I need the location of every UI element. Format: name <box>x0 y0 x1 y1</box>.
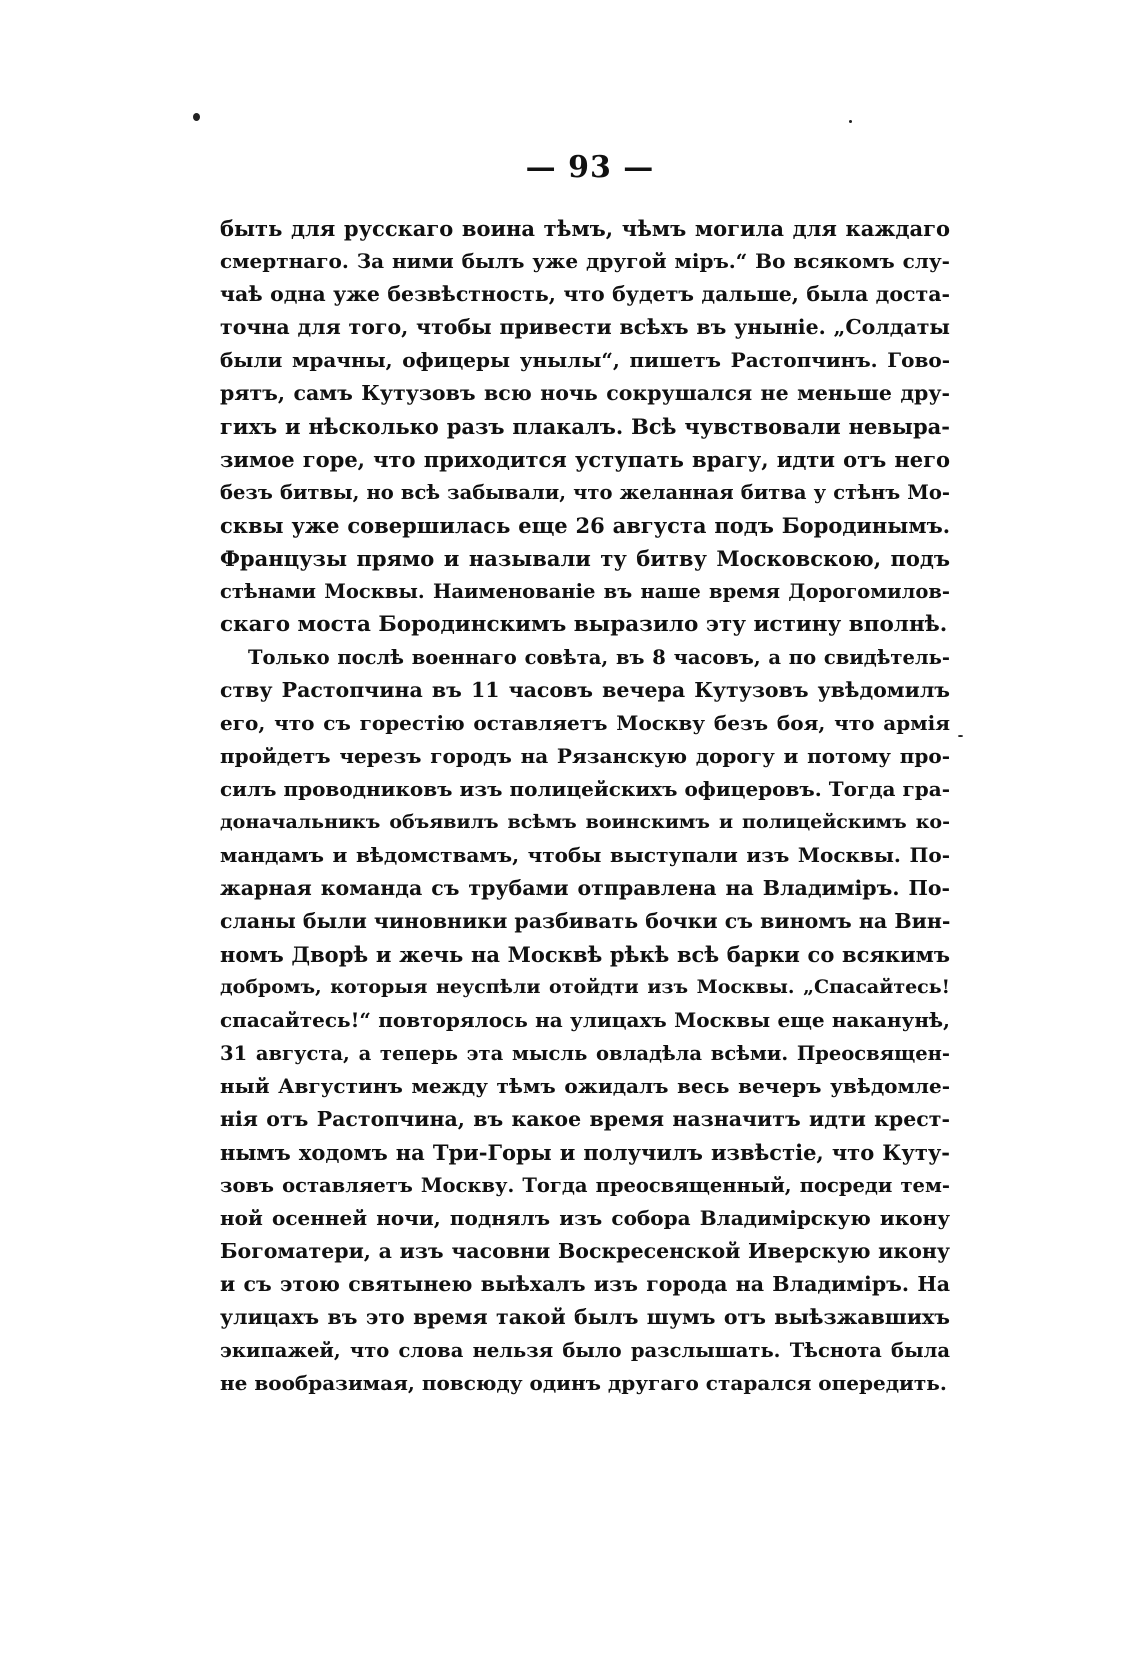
text-line: добромъ, которыя неуспѣли отойдти изъ Москвы. „Спасайтесь! <box>220 976 950 998</box>
text-line: экипажей, что слова нельзя было разслышать. Тѣснота была <box>220 1339 950 1362</box>
text-line: безъ битвы, но всѣ забывали, что желанная битва у стѣнъ Мо- <box>220 481 950 504</box>
text-line: быть для русскаго воина тѣмъ, чѣмъ могила для каждаго <box>220 216 950 241</box>
body-text <box>220 212 950 1400</box>
text-line: не вообразимая, повсюду одинъ другаго старался опередить. <box>220 1371 947 1395</box>
text-line: ный Августинъ между тѣмъ ожидалъ весь вечеръ увѣдомле- <box>220 1074 950 1098</box>
ink-speck <box>849 120 852 123</box>
text-line: и съ этою святынею выѣхалъ изъ города на Владиміръ. На <box>220 1272 950 1296</box>
text-line: номъ Дворѣ и жечь на Москвѣ рѣкѣ всѣ барки со всякимъ <box>220 942 950 967</box>
text-line: зовъ оставляетъ Москву. Тогда преосвященный, посреди тем- <box>220 1174 950 1197</box>
text-line: Французы прямо и называли ту битву Московскою, подъ <box>220 546 950 571</box>
text-line: нія отъ Растопчина, въ какое время назначитъ идти крест- <box>220 1107 950 1131</box>
ink-speck <box>193 113 200 121</box>
text-line: спасайтесь!“ повторялось на улицахъ Москвы еще наканунѣ, <box>220 1008 950 1032</box>
text-line: зимое горе, что приходится уступать врагу, идти отъ него <box>220 447 950 472</box>
text-line: смертнаго. За ними былъ уже другой міръ.“ Во всякомъ слу- <box>220 249 950 273</box>
text-line: улицахъ въ это время такой былъ шумъ отъ выѣзжавшихъ <box>220 1305 950 1329</box>
text-line: мандамъ и вѣдомствамъ, чтобы выступали изъ Москвы. По- <box>220 843 950 867</box>
page-number: — 93 — <box>525 150 655 185</box>
text-line: сквы уже совершилась еще 26 августа подъ Бородинымъ. <box>220 513 950 538</box>
paragraph-1 <box>220 212 950 641</box>
text-line: скаго моста Бородинскимъ выразило эту истину вполнѣ. <box>220 612 948 637</box>
text-line: Богоматери, а изъ часовни Воскресенской Иверскую икону <box>220 1239 950 1263</box>
text-line: точна для того, чтобы привести всѣхъ въ уныніе. „Солдаты <box>220 315 950 339</box>
text-line: были мрачны, офицеры унылы“, пишетъ Растопчинъ. Гово- <box>220 348 950 372</box>
ink-speck <box>958 735 963 737</box>
text-line: ной осенней ночи, поднялъ изъ собора Владимірскую икону <box>220 1206 950 1230</box>
text-line: гихъ и нѣсколько разъ плакалъ. Всѣ чувствовали невыра- <box>220 414 950 439</box>
text-line: силъ проводниковъ изъ полицейскихъ офицеровъ. Тогда гра- <box>220 777 950 801</box>
text-line: стѣнами Москвы. Наименованіе въ наше время Дорогомилов- <box>220 580 950 603</box>
text-line: сланы были чиновники разбивать бочки съ виномъ на Вин- <box>220 909 951 933</box>
text-line: его, что съ горестію оставляетъ Москву безъ боя, что армія <box>220 711 950 735</box>
paragraph-2 <box>220 641 950 1400</box>
text-line: чаѣ одна уже безвѣстность, что будетъ дальше, была доста- <box>220 282 950 306</box>
text-line: 31 августа, а теперь эта мысль овладѣла всѣми. Преосвящен- <box>220 1042 950 1065</box>
text-line: ству Растопчина въ 11 часовъ вечера Кутузовъ увѣдомилъ <box>220 678 950 702</box>
text-line: Только послѣ военнаго совѣта, въ 8 часовъ, а по свидѣтель- <box>248 646 950 669</box>
text-line: рятъ, самъ Кутузовъ всю ночь сокрушался не меньше дру- <box>220 381 950 405</box>
text-line: жарная команда съ трубами отправлена на Владиміръ. По- <box>220 876 950 900</box>
text-line: нымъ ходомъ на Три-Горы и получилъ извѣстіе, что Куту- <box>220 1140 950 1165</box>
text-line: доначальникъ объявилъ всѣмъ воинскимъ и полицейскимъ ко- <box>220 811 950 833</box>
text-line: пройдетъ черезъ городъ на Рязанскую дорогу и потому про- <box>220 744 950 768</box>
